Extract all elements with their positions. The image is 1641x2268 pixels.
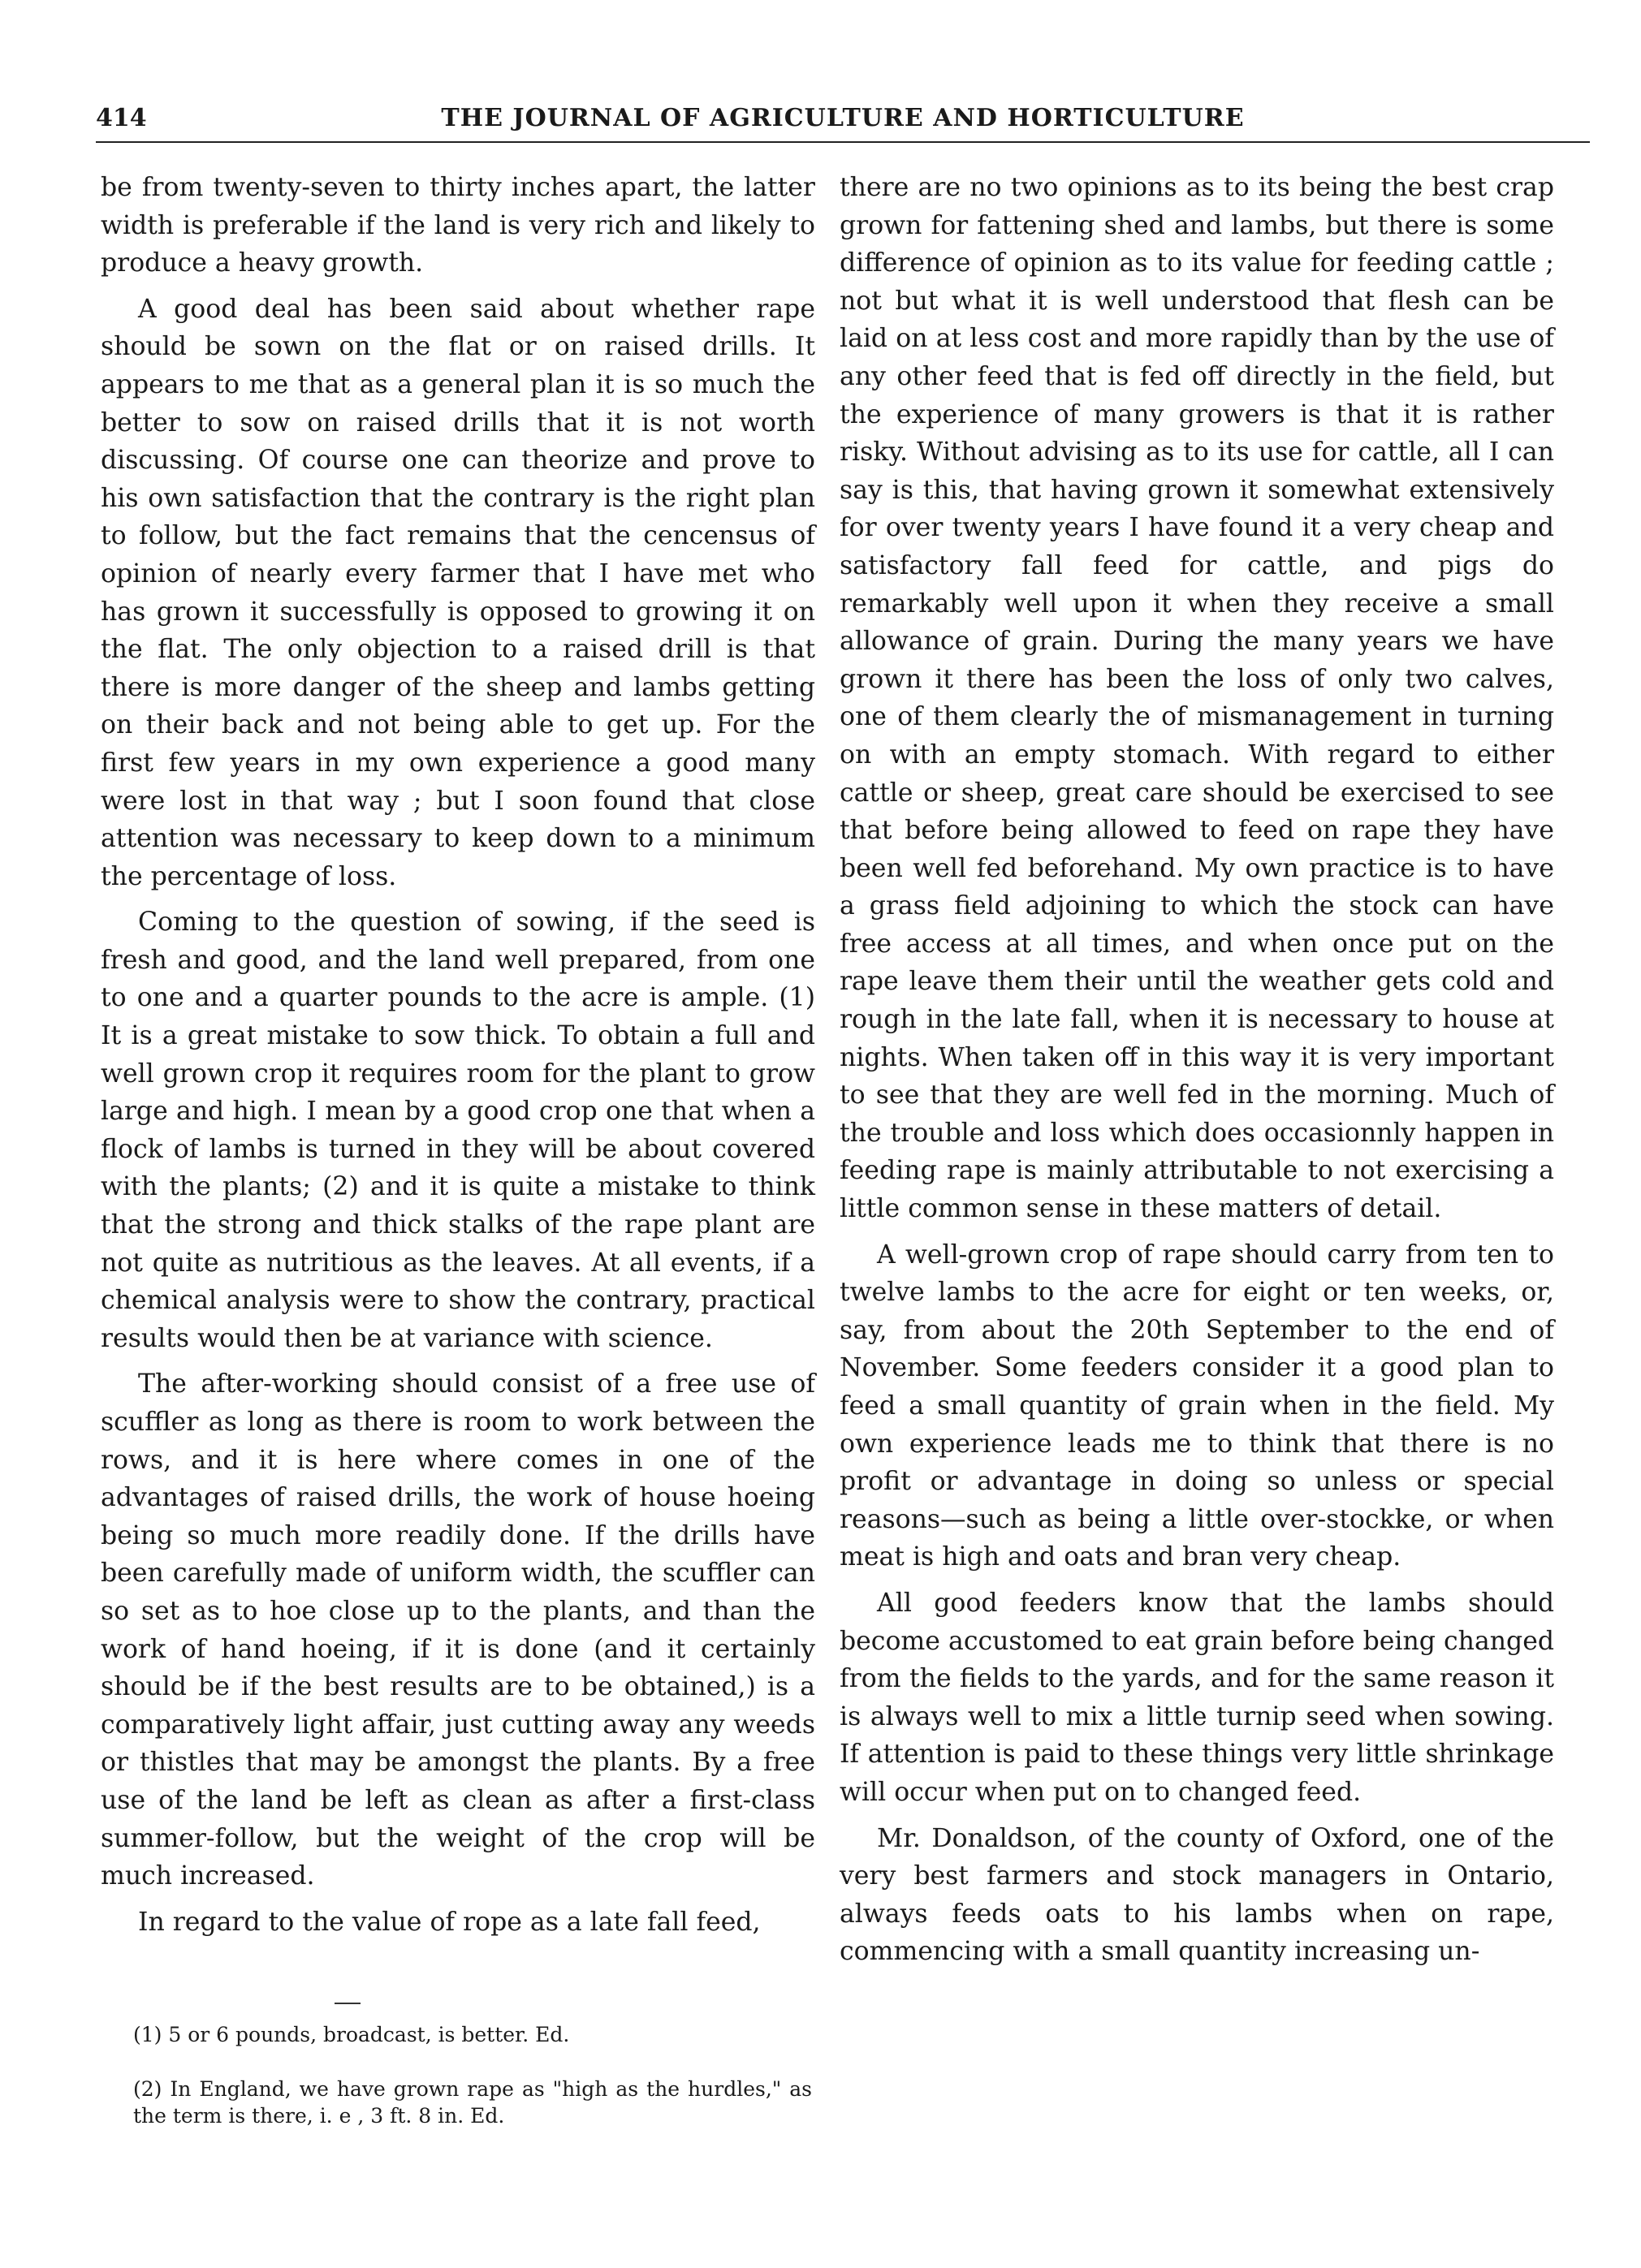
paragraph: The after-working should consist of a free use of scuffler as long as there is room to work between the rows, and it is here where comes in one of the advantages of raised drills, the work of house hoeing being so much more readily done. If the drills have been carefully made of uniform width, the scuffler can so set as to hoe close up to the plants, and than the work of hand hoeing, if it is done (and it certainly should be if the best results are to be obtained,) is a comparatively light affair, just cutting away any weeds or thistles that may be amongst the plants. By a free use of the land be left as clean as after a first-class summer-follow, but the weight of the crop will be much increased.: [101, 1369, 815, 1891]
paragraph: there are no two opinions as to its being the best crap grown for fattening shed and lambs, but there is some difference of opinion as to its value for feeding cattle ; not but what it is well understood that flesh can be laid on at less cost and more rapidly than by the use of any other feed that is fed off directly in the field, but the experience of many growers is that it is rather risky. Without advising as to its use for cattle, all I can say is this, that having grown it somewhat extensively for over twenty years I have found it a very cheap and satisfactory fall feed for cattle, and pigs do remarkably well upon it when they receive a small allowance of grain. During the many years we have grown it there has been the loss of only two calves, one of them clearly the of mismanagement in turning on with an empty stomach. With regard to either cattle or sheep, great care should be exercised to see that before being allowed to feed on rape they have been well fed beforehand. My own practice is to have a grass field adjoining to which the stock can have free access at all times, and when once put on the rape leave them their until the weather gets cold and rough in the late fall, when it is necessary to house at nights. When taken off in this way it is very important to see that they are well fed in the morning. Much of the trouble and loss which does occasionnly happen in feeding rape is mainly attributable to not exercising a little common sense in these matters of detail.: [840, 173, 1554, 1224]
footnote-rule: [335, 2003, 361, 2004]
header-rule: [96, 141, 1590, 143]
page-number: 414: [96, 104, 147, 132]
paragraph: In regard to the value of rope as a late fall feed,: [138, 1907, 761, 1937]
paragraph: A good deal has been said about whether rape should be sown on the flat or on raised drills. It appears to me that as a general plan it is so much the better to sow on raised drills that it is not worth discussing. Of course one can theorize and prove to his own satisfaction that the contrary is the right plan to follow, but the fact remains that the cencensus of opinion of nearly every farmer that I have met who has grown it successfully is opposed to growing it on the flat. The only objection to a raised drill is that there is more danger of the sheep and lambs getting on their back and not being able to get up. For the first few years in my own experience a good many were lost in that way ; but I soon found that close attention was necessary to keep down to a minimum the percentage of loss.: [101, 294, 815, 891]
paragraph: be from twenty-seven to thirty inches apart, the latter width is preferable if the land is very rich and likely to produce a heavy growth.: [101, 173, 815, 278]
footnote-2: (2) In England, we have grown rape as "high as the hurdles," as the term is there, i. e , 3 ft. 8 in. Ed.: [133, 2077, 812, 2128]
left-column: [101, 169, 815, 1949]
paragraph: All good feeders know that the lambs should become accustomed to eat grain before being changed from the fields to the yards, and for the same reason it is always well to mix a little turnip seed when sowing. If attention is paid to these things very little shrinkage will occur when put on to changed feed.: [840, 1588, 1554, 1807]
footnotes: [133, 2021, 812, 2155]
right-column: [840, 169, 1554, 1979]
paragraph: A well-grown crop of rape should carry from ten to twelve lambs to the acre for eight or ten weeks, or, say, from about the 20th September to the end of November. Some feeders consider it a good plan to feed a small quantity of grain when in the field. My own experience leads me to think that there is no profit or advantage in doing so unless or special reasons—such as being a little over-stockke, or when meat is high and oats and bran very cheap.: [840, 1240, 1554, 1572]
running-title: THE JOURNAL OF AGRICULTURE AND HORTICULTURE: [441, 104, 1245, 132]
paragraph: Mr. Donaldson, of the county of Oxford, one of the very best farmers and stock managers in Ontario, always feeds oats to his lambs when on rape, commencing with a small quantity increasing un-: [840, 1823, 1554, 1967]
footnote-1: (1) 5 or 6 pounds, broadcast, is better. Ed.: [133, 2023, 570, 2046]
page-header: [96, 97, 1590, 138]
paragraph: Coming to the question of sowing, if the seed is fresh and good, and the land well prepared, from one to one and a quarter pounds to the acre is ample. (1) It is a great mistake to sow thick. To obtain a full and well grown crop it requires room for the plant to grow large and high. I mean by a good crop one that when a flock of lambs is turned in they will be about covered with the plants; (2) and it is quite a mistake to think that the strong and thick stalks of the rape plant are not quite as nutritious as the leaves. At all events, if a chemical analysis were to show the contrary, practical results would then be at variance with science.: [101, 908, 815, 1353]
